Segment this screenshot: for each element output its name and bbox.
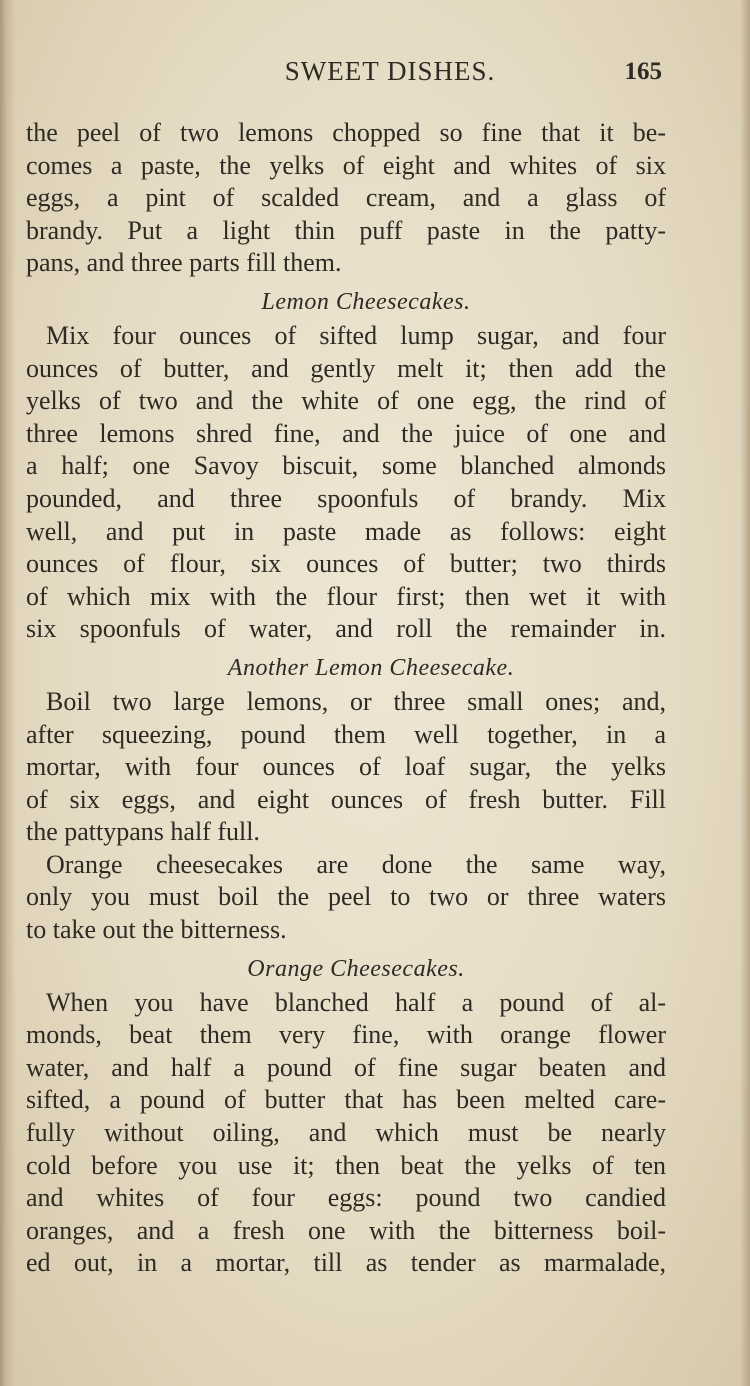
text-line: yelks of two and the white of one egg, the rind of: [26, 386, 666, 416]
text-line: Mix four ounces of sifted lump sugar, and four: [46, 320, 666, 350]
running-head: SWEET DISHES.: [284, 56, 496, 86]
text-line: of which mix with the flour first; then wet it with: [26, 581, 666, 611]
text-line: pounded, and three spoonfuls of brandy. Mix: [26, 483, 666, 513]
text-line: When you have blanched half a pound of al-: [46, 987, 666, 1017]
text-line: comes a paste, the yelks of eight and whites of six: [26, 150, 666, 180]
text-line: six spoonfuls of water, and roll the remainder in.: [26, 614, 666, 644]
text-line: three lemons shred fine, and the juice of one and: [26, 418, 666, 448]
text-line: pans, and three parts fill them.: [26, 248, 342, 278]
page-number: 165: [624, 58, 662, 85]
text-line: the pattypans half full.: [26, 817, 260, 847]
text-line: ounces of flour, six ounces of butter; two thirds: [26, 549, 666, 579]
text-line: oranges, and a fresh one with the bitterness boil-: [26, 1215, 666, 1245]
recipe-heading-lemon-cheesecakes: Lemon Cheesecakes.: [261, 288, 471, 315]
text-line: only you must boil the peel to two or three waters: [26, 882, 666, 912]
text-line: brandy. Put a light thin puff paste in the patty-: [26, 215, 666, 245]
text-line: a half; one Savoy biscuit, some blanched almonds: [26, 451, 666, 481]
text-line: sifted, a pound of butter that has been melted care-: [26, 1085, 666, 1115]
text-line: ounces of butter, and gently melt it; then add the: [26, 353, 666, 383]
text-line: mortar, with four ounces of loaf sugar, the yelks: [26, 752, 666, 782]
page-text: [26, 117, 666, 1280]
text-line: water, and half a pound of fine sugar beaten and: [26, 1052, 666, 1082]
recipe-heading-another-lemon-cheesecake: Another Lemon Cheesecake.: [227, 654, 515, 681]
text-line: the peel of two lemons chopped so fine that it be-: [26, 118, 666, 147]
text-line: to take out the bitterness.: [26, 915, 287, 945]
page-header: [0, 56, 750, 96]
text-line: cold before you use it; then beat the yelks of ten: [26, 1150, 666, 1180]
text-line: well, and put in paste made as follows: eight: [26, 516, 666, 546]
text-line: eggs, a pint of scalded cream, and a glass of: [26, 183, 666, 213]
text-line: and whites of four eggs: pound two candied: [26, 1183, 666, 1213]
text-line: monds, beat them very fine, with orange flower: [26, 1020, 666, 1050]
text-line: Boil two large lemons, or three small ones; and,: [46, 686, 666, 716]
text-line: ed out, in a mortar, till as tender as marmalade,: [26, 1248, 666, 1278]
text-line: after squeezing, pound them well together, in a: [26, 719, 666, 749]
recipe-heading-orange-cheesecakes: Orange Cheesecakes.: [247, 955, 465, 982]
text-line: Orange cheesecakes are done the same way,: [46, 849, 666, 879]
text-line: of six eggs, and eight ounces of fresh butter. Fill: [26, 784, 666, 814]
text-line: fully without oiling, and which must be nearly: [26, 1118, 666, 1148]
